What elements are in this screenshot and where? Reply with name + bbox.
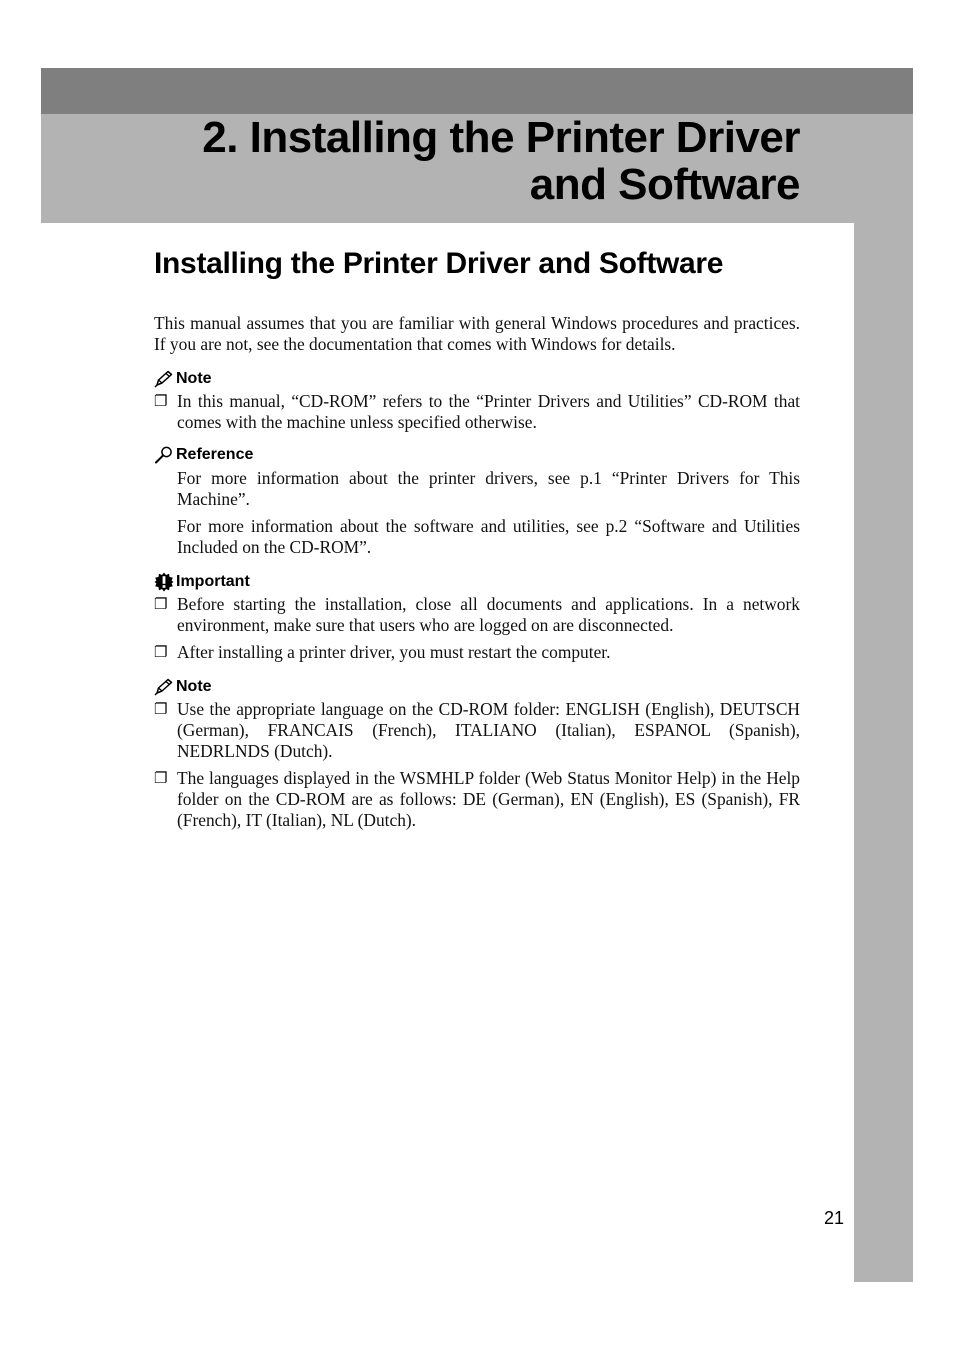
list-item: [154, 391, 800, 433]
list-item: [154, 768, 800, 831]
chapter-title-line-2: and Software: [529, 160, 800, 209]
checkbox-icon: ❐: [154, 392, 168, 410]
section-title: Installing the Printer Driver and Software: [154, 247, 724, 280]
reference-heading: [154, 445, 800, 465]
list-item-text: Use the appropriate language on the CD-ROM folder: ENGLISH (English), DEUTSCH (German), FRANCAIS (French), ITALIANO (Italian), ESPANOL (Spanish), NEDRLNDS (Dutch).: [177, 699, 800, 761]
magnifier-icon: [154, 445, 176, 465]
pencil-icon: [154, 369, 176, 389]
note-heading-label: Note: [176, 370, 212, 387]
list-item-text: Before starting the installation, close all documents and applications. In a network environment, make sure that users who are logged on are disconnected.: [177, 594, 800, 635]
list-item: [154, 642, 800, 663]
page-content: [154, 313, 800, 831]
intro-paragraph: This manual assumes that you are familiar with general Windows procedures and practices. If you are not, see the documentation that comes with Windows for details.: [154, 313, 800, 354]
pencil-icon: [154, 677, 176, 697]
note-list: [154, 699, 800, 831]
important-heading-label: Important: [176, 573, 250, 590]
important-list: [154, 594, 800, 663]
checkbox-icon: ❐: [154, 595, 168, 613]
reference-paragraph: For more information about the printer drivers, see p.1 “Printer Drivers for This Machine”.: [177, 468, 800, 509]
important-heading: [154, 572, 800, 592]
side-tab-bar: [854, 223, 913, 1282]
list-item: [154, 699, 800, 762]
chapter-title-line-1: 2. Installing the Printer Driver: [202, 113, 800, 162]
list-item: [154, 594, 800, 636]
note-list: [154, 391, 800, 433]
header-band-dark: [41, 68, 913, 114]
chapter-title: [100, 114, 800, 208]
note-heading: [154, 677, 800, 697]
list-item-text: The languages displayed in the WSMHLP folder (Web Status Monitor Help) in the Help folder on the CD-ROM are as follows: DE (German), EN (English), ES (Spanish), FR (French), IT (Italian), NL (Dutch).: [177, 768, 800, 830]
note-heading-label: Note: [176, 678, 212, 695]
reference-heading-label: Reference: [176, 446, 254, 463]
checkbox-icon: ❐: [154, 643, 168, 661]
note-heading: [154, 369, 800, 389]
page-number: 21: [823, 1208, 844, 1228]
checkbox-icon: ❐: [154, 700, 168, 718]
list-item-text: In this manual, “CD-ROM” refers to the “Printer Drivers and Utilities” CD-ROM that comes with the machine unless specified otherwise.: [177, 391, 800, 432]
exclamation-seal-icon: [154, 572, 176, 592]
list-item-text: After installing a printer driver, you must restart the computer.: [177, 642, 611, 662]
reference-paragraph: For more information about the software and utilities, see p.2 “Software and Utilities Included on the CD-ROM”.: [177, 516, 800, 557]
checkbox-icon: ❐: [154, 769, 168, 787]
